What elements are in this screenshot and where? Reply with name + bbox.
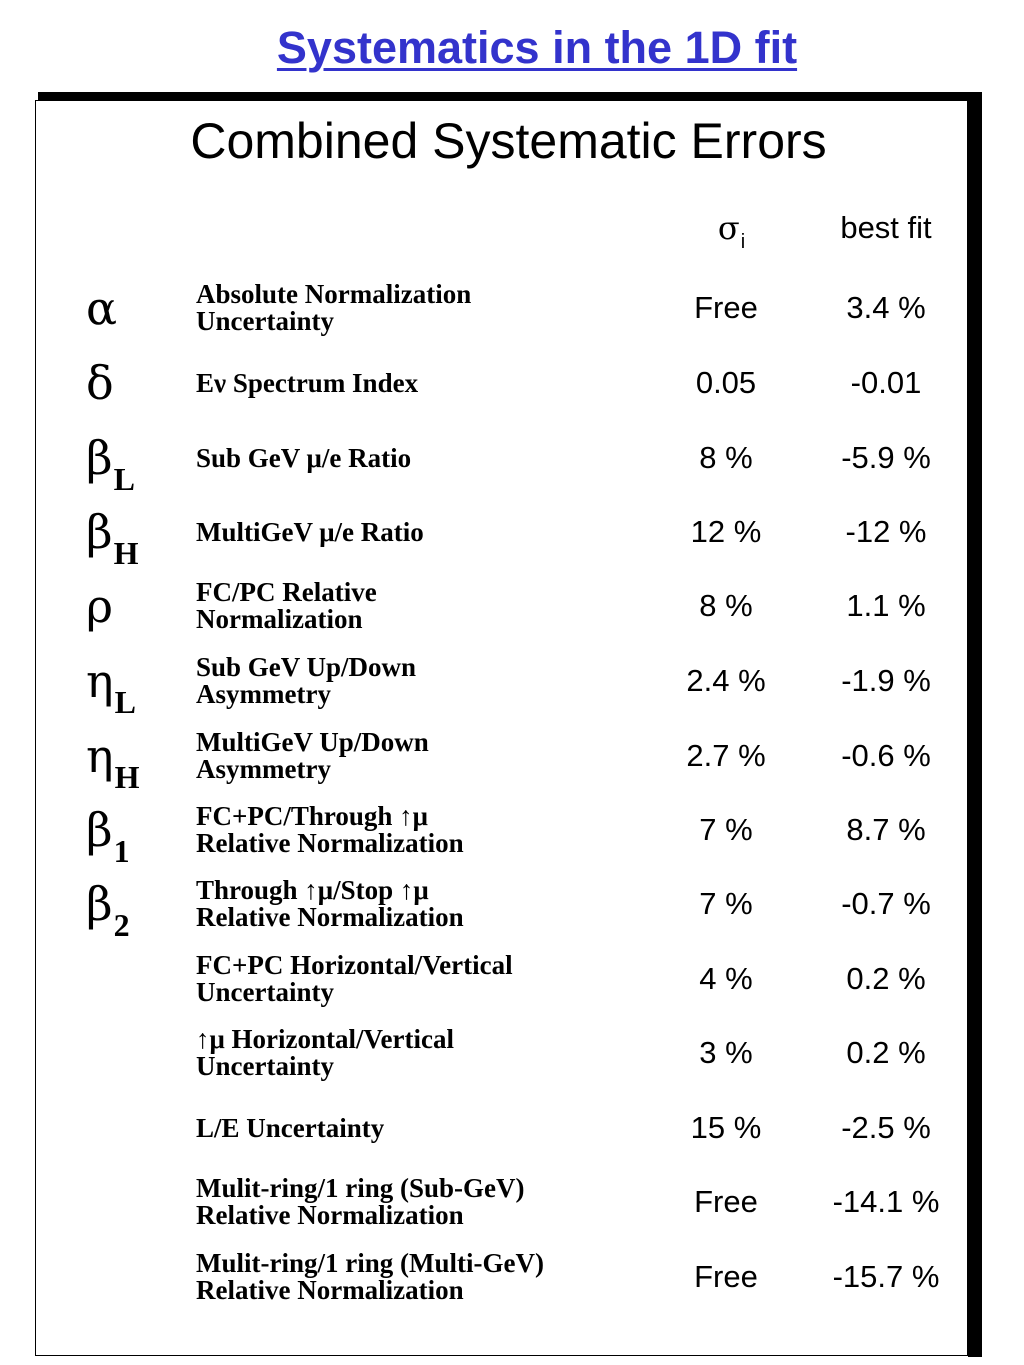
systematic-description [196,1165,666,1239]
parameter-subscript: H [113,535,139,571]
description-text: Sub GeV Up/Down Asymmetry [196,652,417,709]
table-row [36,942,967,1016]
sigma-value: 3 % [699,1035,753,1070]
sigma-value: Free [694,290,758,325]
table-row [36,1165,967,1239]
best-fit-value: -0.7 % [841,886,931,921]
parameter-subscript: 2 [113,907,130,943]
parameter-greek: β [86,803,113,857]
best-fit-value: 1.1 % [846,588,926,623]
best-fit-value: -14.1 % [832,1184,940,1219]
description-text: L/E Uncertainty [196,1112,385,1143]
description-text: FC/PC Relative Normalization [196,577,377,634]
parameter-subscript: H [114,759,140,795]
systematic-description [196,1091,666,1165]
sigma-value: 4 % [699,961,753,996]
description-text: FC+PC Horizontal/Vertical Uncertainty [196,950,513,1007]
description-text: Mulit-ring/1 ring (Multi-GeV) Relative Normalization [196,1248,544,1305]
table-title: Combined Systematic Errors [190,113,827,169]
best-fit-value: -15.7 % [832,1259,940,1294]
parameter-symbol [86,271,117,345]
parameter-greek: β [86,505,113,559]
description-text: Mulit-ring/1 ring (Sub-GeV) Relative Normalization [196,1173,525,1230]
sigma-value: 8 % [699,440,753,475]
parameter-greek: δ [86,356,114,410]
parameter-symbol [86,867,129,941]
parameter-symbol [86,793,129,867]
sigma-value: Free [694,1259,758,1294]
table-row [36,495,967,569]
systematic-description [196,942,666,1016]
sigma-value: 12 % [690,514,762,549]
table-row [36,867,967,941]
sigma-value: 7 % [699,812,753,847]
systematic-description [196,346,666,420]
systematic-description [196,793,666,867]
systematics-table-card [35,100,968,1356]
slide-title: Systematics in the 1D fit [276,22,798,73]
systematic-description [196,569,666,643]
sigma-value: 2.7 % [686,738,766,773]
table-row [36,1091,967,1165]
systematic-description [196,271,666,345]
parameter-subscript: L [113,461,135,497]
description-text: Eν Spectrum Index [196,367,419,398]
parameter-symbol [86,495,137,569]
table-row [36,719,967,793]
parameter-greek: ρ [86,579,114,633]
systematic-description [196,644,666,718]
parameter-symbol [86,421,134,495]
table-row [36,271,967,345]
best-fit-value: -2.5 % [841,1110,931,1145]
systematic-description [196,495,666,569]
sigma-value: 2.4 % [686,663,766,698]
best-fit-column-header: best fit [840,210,932,245]
sigma-value: 15 % [690,1110,762,1145]
parameter-greek: α [86,281,118,335]
description-text: MultiGeV μ/e Ratio [196,516,424,547]
systematic-description [196,1016,666,1090]
parameter-symbol [86,569,113,643]
sigma-subscript: i [740,231,746,253]
parameter-symbol [86,719,138,793]
parameter-symbol [86,346,114,420]
systematic-description [196,421,666,495]
systematic-description [196,1240,666,1314]
description-text: Through ↑μ/Stop ↑μ Relative Normalization [196,875,464,932]
parameter-greek: η [86,729,114,783]
sigma-value: Free [694,1184,758,1219]
best-fit-value: -0.01 [850,365,922,400]
best-fit-value: 3.4 % [846,290,926,325]
parameter-subscript: 1 [113,833,130,869]
parameter-greek: η [86,654,114,708]
parameter-greek: β [86,431,113,485]
description-text: ↑μ Horizontal/Vertical Uncertainty [196,1024,455,1081]
best-fit-value: 8.7 % [846,812,926,847]
table-row [36,1240,967,1314]
table-row [36,793,967,867]
parameter-subscript: L [114,684,136,720]
card-shadow-right [968,92,982,1357]
parameter-greek: β [86,877,113,931]
parameter-symbol [86,644,135,718]
description-text: Sub GeV μ/e Ratio [196,442,412,473]
best-fit-value: -0.6 % [841,738,931,773]
systematic-description [196,719,666,793]
best-fit-value: 0.2 % [846,1035,926,1070]
sigma-value: 8 % [699,588,753,623]
systematic-description [196,867,666,941]
best-fit-value: 0.2 % [846,961,926,996]
description-text: FC+PC/Through ↑μ Relative Normalization [196,801,464,858]
description-text: Absolute Normalization Uncertainty [196,279,472,336]
best-fit-value: -1.9 % [841,663,931,698]
description-text: MultiGeV Up/Down Asymmetry [196,727,429,784]
best-fit-value: -5.9 % [841,440,931,475]
table-row [36,421,967,495]
table-row [36,346,967,420]
sigma-symbol: σ [717,209,740,247]
sigma-value: 7 % [699,886,753,921]
table-row [36,1016,967,1090]
table-row [36,569,967,643]
best-fit-value: -12 % [845,514,927,549]
table-row [36,644,967,718]
sigma-column-header [691,208,771,253]
sigma-value: 0.05 [695,365,757,400]
